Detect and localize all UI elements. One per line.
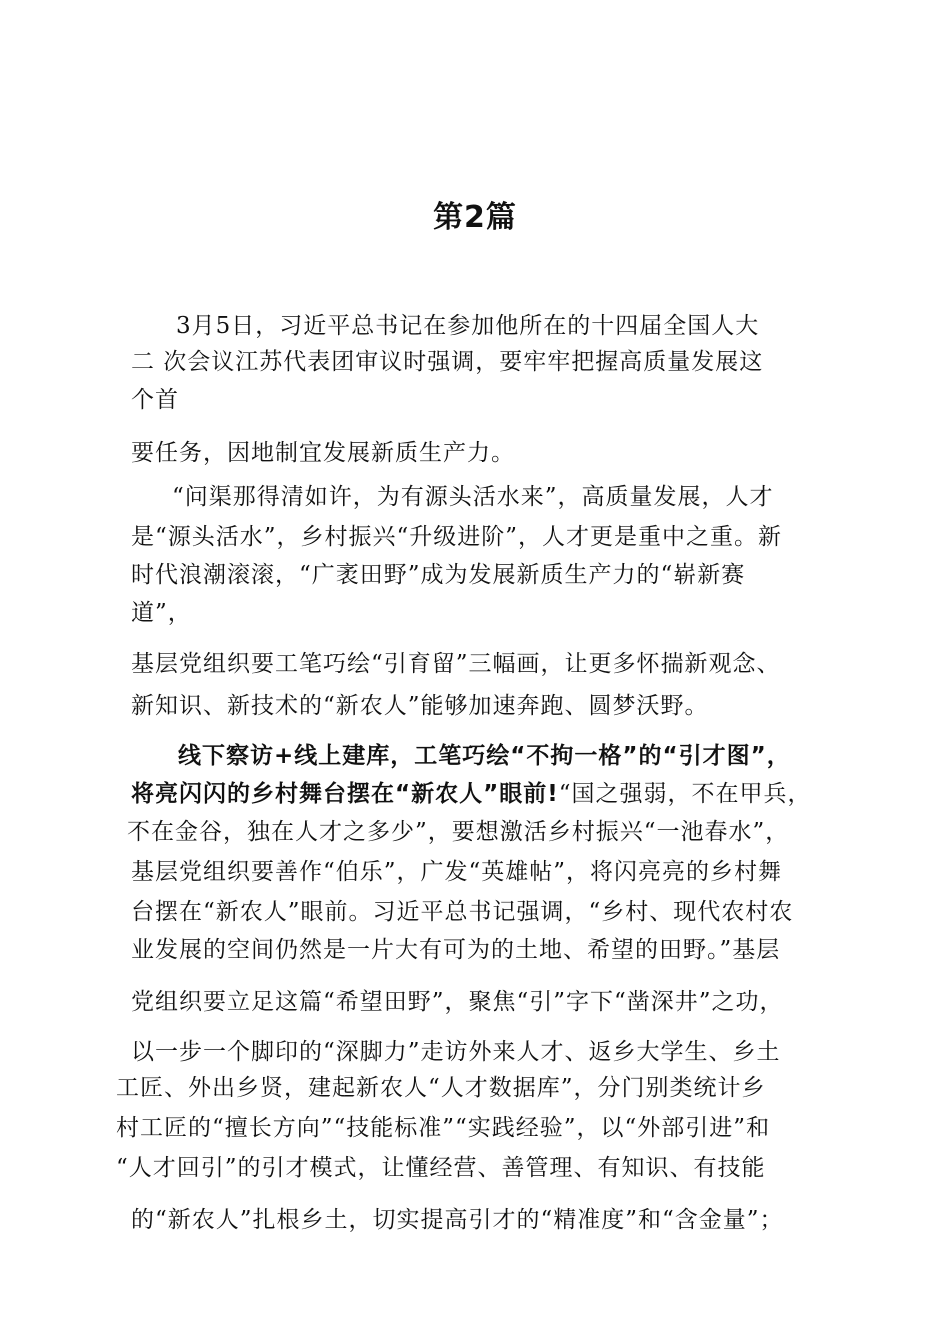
section-heading: 线下察访+线上建库，工笔巧绘“不拘一格”的“引才图”， (178, 743, 791, 769)
text-line: “人才回引”的引才模式，让懂经营、善管理、有知识、有技能 (116, 1155, 766, 1181)
text-line: 个首 (131, 387, 179, 413)
text-line: 时代浪潮滚滚，“广袤田野”成为发展新质生产力的“崭新赛 (131, 562, 746, 588)
text-line: 业发展的空间仍然是一片大有可为的土地、希望的田野。”基层 (131, 937, 781, 963)
text-line: 基层党组织要工笔巧绘“引育留”三幅画，让更多怀揣新观念、 (131, 651, 781, 677)
text-line: 工匠、外出乡贤，建起新农人“人才数据库”，分门别类统计乡 (116, 1075, 766, 1101)
text-line (131, 778, 812, 810)
text-line: 二 次会议江苏代表团审议时强调，要牢牢把握高质量发展这 (131, 349, 764, 375)
text-line: 的“新农人”扎根乡土，切实提高引才的“精准度”和“含金量”； (131, 1207, 784, 1233)
text-line: 台摆在“新农人”眼前。习近平总书记强调，“乡村、现代农村农 (131, 899, 794, 925)
text-line: 要任务，因地制宜发展新质生产力。 (131, 440, 515, 466)
text-line: 基层党组织要善作“伯乐”，广发“英雄帖”，将闪亮亮的乡村舞 (131, 859, 783, 885)
text-line: 3月5日，习近平总书记在参加他所在的十四届全国人大 (176, 313, 760, 339)
text-line: 村工匠的“擅长方向”“技能标准”“实践经验”，以“外部引进”和 (116, 1115, 771, 1141)
text-line: “问渠那得清如许，为有源头活水来”，高质量发展，人才 (172, 484, 774, 510)
text-line: 党组织要立足这篇“希望田野”，聚焦“引”字下“凿深井”之功， (131, 989, 784, 1015)
text-line: 道”， (131, 600, 192, 626)
text-line: 不在金谷，独在人才之多少”，要想激活乡村振兴“一池春水”， (127, 819, 790, 845)
text-line: 新知识、新技术的“新农人”能够加速奔跑、圆梦沃野。 (131, 693, 709, 719)
text-line: 以一步一个脚印的“深脚力”走访外来人才、返乡大学生、乡土 (131, 1039, 781, 1065)
inline-text: “国之强弱，不在甲兵， (558, 781, 812, 807)
page-title: 第2篇 (433, 200, 517, 235)
text-line: 是“源头活水”，乡村振兴“升级进阶”，人才更是重中之重。新 (131, 524, 783, 550)
inline-bold-text: 将亮闪闪的乡村舞台摆在“新农人”眼前! (131, 781, 559, 807)
